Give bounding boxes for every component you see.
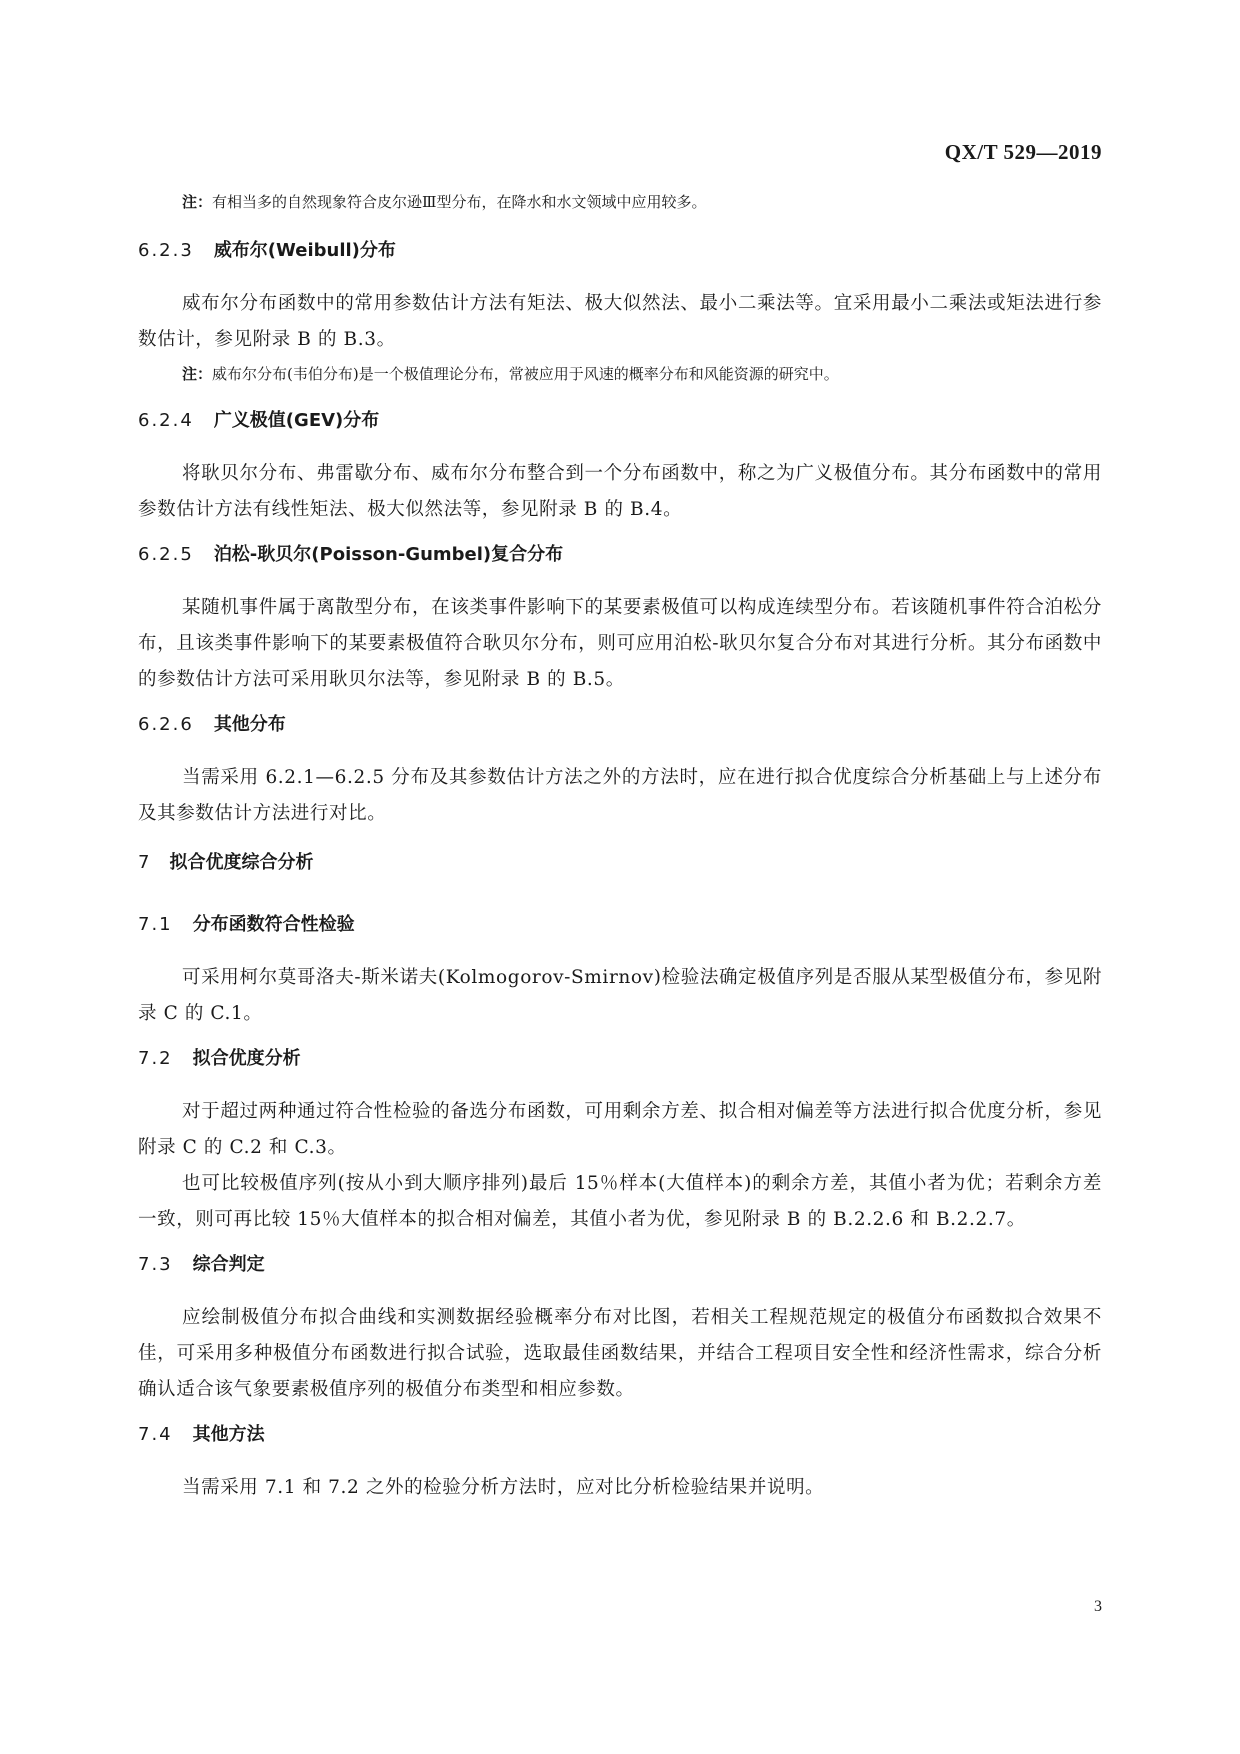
section-number: 7.4 [138, 1424, 173, 1445]
section-number: 7.2 [138, 1048, 173, 1069]
section-title: 分布函数符合性检验 [192, 914, 355, 935]
standard-code: QX/T 529—2019 [944, 140, 1102, 164]
page-content [138, 190, 1102, 1520]
section-number: 7 [138, 852, 150, 873]
note-label: 注： [182, 365, 213, 383]
section-title: 拟合优度综合分析 [169, 852, 314, 873]
section-title: 其他方法 [192, 1424, 265, 1445]
paragraph-6-2-3: 威布尔分布函数中的常用参数估计方法有矩法、极大似然法、最小二乘法等。宜采用最小二乘法或矩法进行参数估计，参见附录 B 的 B.3。 [138, 293, 1102, 350]
heading-6-2-5 [138, 542, 1102, 568]
section-number: 6.2.5 [138, 544, 194, 565]
section-number: 6.2.6 [138, 714, 194, 735]
paragraph-7-2-b: 也可比较极值序列(按从小到大顺序排列)最后 15％样本(大值样本)的剩余方差，其值小者为优；若剩余方差一致，则可再比较 15％大值样本的拟合相对偏差，其值小者为优，参见附录 B 的 B.2.2.6 和 B.2.2.7。 [138, 1173, 1102, 1230]
section-number: 6.2.4 [138, 410, 194, 431]
heading-6-2-6 [138, 712, 1102, 738]
note-pearson [182, 190, 1102, 214]
section-title: 其他分布 [213, 714, 286, 735]
paragraph-7-1: 可采用柯尔莫哥洛夫-斯米诺夫(Kolmogorov-Smirnov)检验法确定极值序列是否服从某型极值分布，参见附录 C 的 C.1。 [138, 967, 1102, 1024]
section-number: 7.1 [138, 914, 173, 935]
page-number: 3 [1094, 1598, 1102, 1615]
heading-7-1 [138, 912, 1102, 938]
paragraph-6-2-5: 某随机事件属于离散型分布，在该类事件影响下的某要素极值可以构成连续型分布。若该随机事件符合泊松分布，且该类事件影响下的某要素极值符合耿贝尔分布，则可应用泊松-耿贝尔复合分布对其进行分析。其分布函数中的参数估计方法可采用耿贝尔法等，参见附录 B 的 B.5。 [138, 597, 1102, 690]
section-title: 广义极值(GEV)分布 [213, 410, 380, 431]
section-number: 6.2.3 [138, 240, 194, 261]
note-weibull [182, 362, 1102, 386]
heading-6-2-3 [138, 238, 1102, 264]
section-title: 泊松-耿贝尔(Poisson-Gumbel)复合分布 [213, 544, 564, 565]
note-label: 注： [182, 193, 213, 211]
note-text: 有相当多的自然现象符合皮尔逊Ⅲ型分布，在降水和水文领域中应用较多。 [212, 193, 707, 211]
note-text: 威布尔分布(韦伯分布)是一个极值理论分布，常被应用于风速的概率分布和风能资源的研究中。 [212, 365, 839, 383]
section-number: 7.3 [138, 1254, 173, 1275]
heading-7 [138, 850, 1102, 876]
heading-7-2 [138, 1046, 1102, 1072]
section-title: 威布尔(Weibull)分布 [213, 240, 396, 261]
heading-7-3 [138, 1252, 1102, 1278]
paragraph-7-3: 应绘制极值分布拟合曲线和实测数据经验概率分布对比图，若相关工程规范规定的极值分布函数拟合效果不佳，可采用多种极值分布函数进行拟合试验，选取最佳函数结果，并结合工程项目安全性和经济性需求，综合分析确认适合该气象要素极值序列的极值分布类型和相应参数。 [138, 1307, 1102, 1400]
heading-7-4 [138, 1422, 1102, 1448]
paragraph-6-2-4: 将耿贝尔分布、弗雷歇分布、威布尔分布整合到一个分布函数中，称之为广义极值分布。其分布函数中的常用参数估计方法有线性矩法、极大似然法等，参见附录 B 的 B.4。 [138, 463, 1102, 520]
section-title: 综合判定 [192, 1254, 265, 1275]
paragraph-7-4: 当需采用 7.1 和 7.2 之外的检验分析方法时，应对比分析检验结果并说明。 [182, 1477, 825, 1498]
heading-6-2-4 [138, 408, 1102, 434]
paragraph-6-2-6: 当需采用 6.2.1—6.2.5 分布及其参数估计方法之外的方法时，应在进行拟合优度综合分析基础上与上述分布及其参数估计方法进行对比。 [138, 767, 1102, 824]
section-title: 拟合优度分析 [192, 1048, 301, 1069]
paragraph-7-2-a: 对于超过两种通过符合性检验的备选分布函数，可用剩余方差、拟合相对偏差等方法进行拟合优度分析，参见附录 C 的 C.2 和 C.3。 [138, 1101, 1102, 1158]
